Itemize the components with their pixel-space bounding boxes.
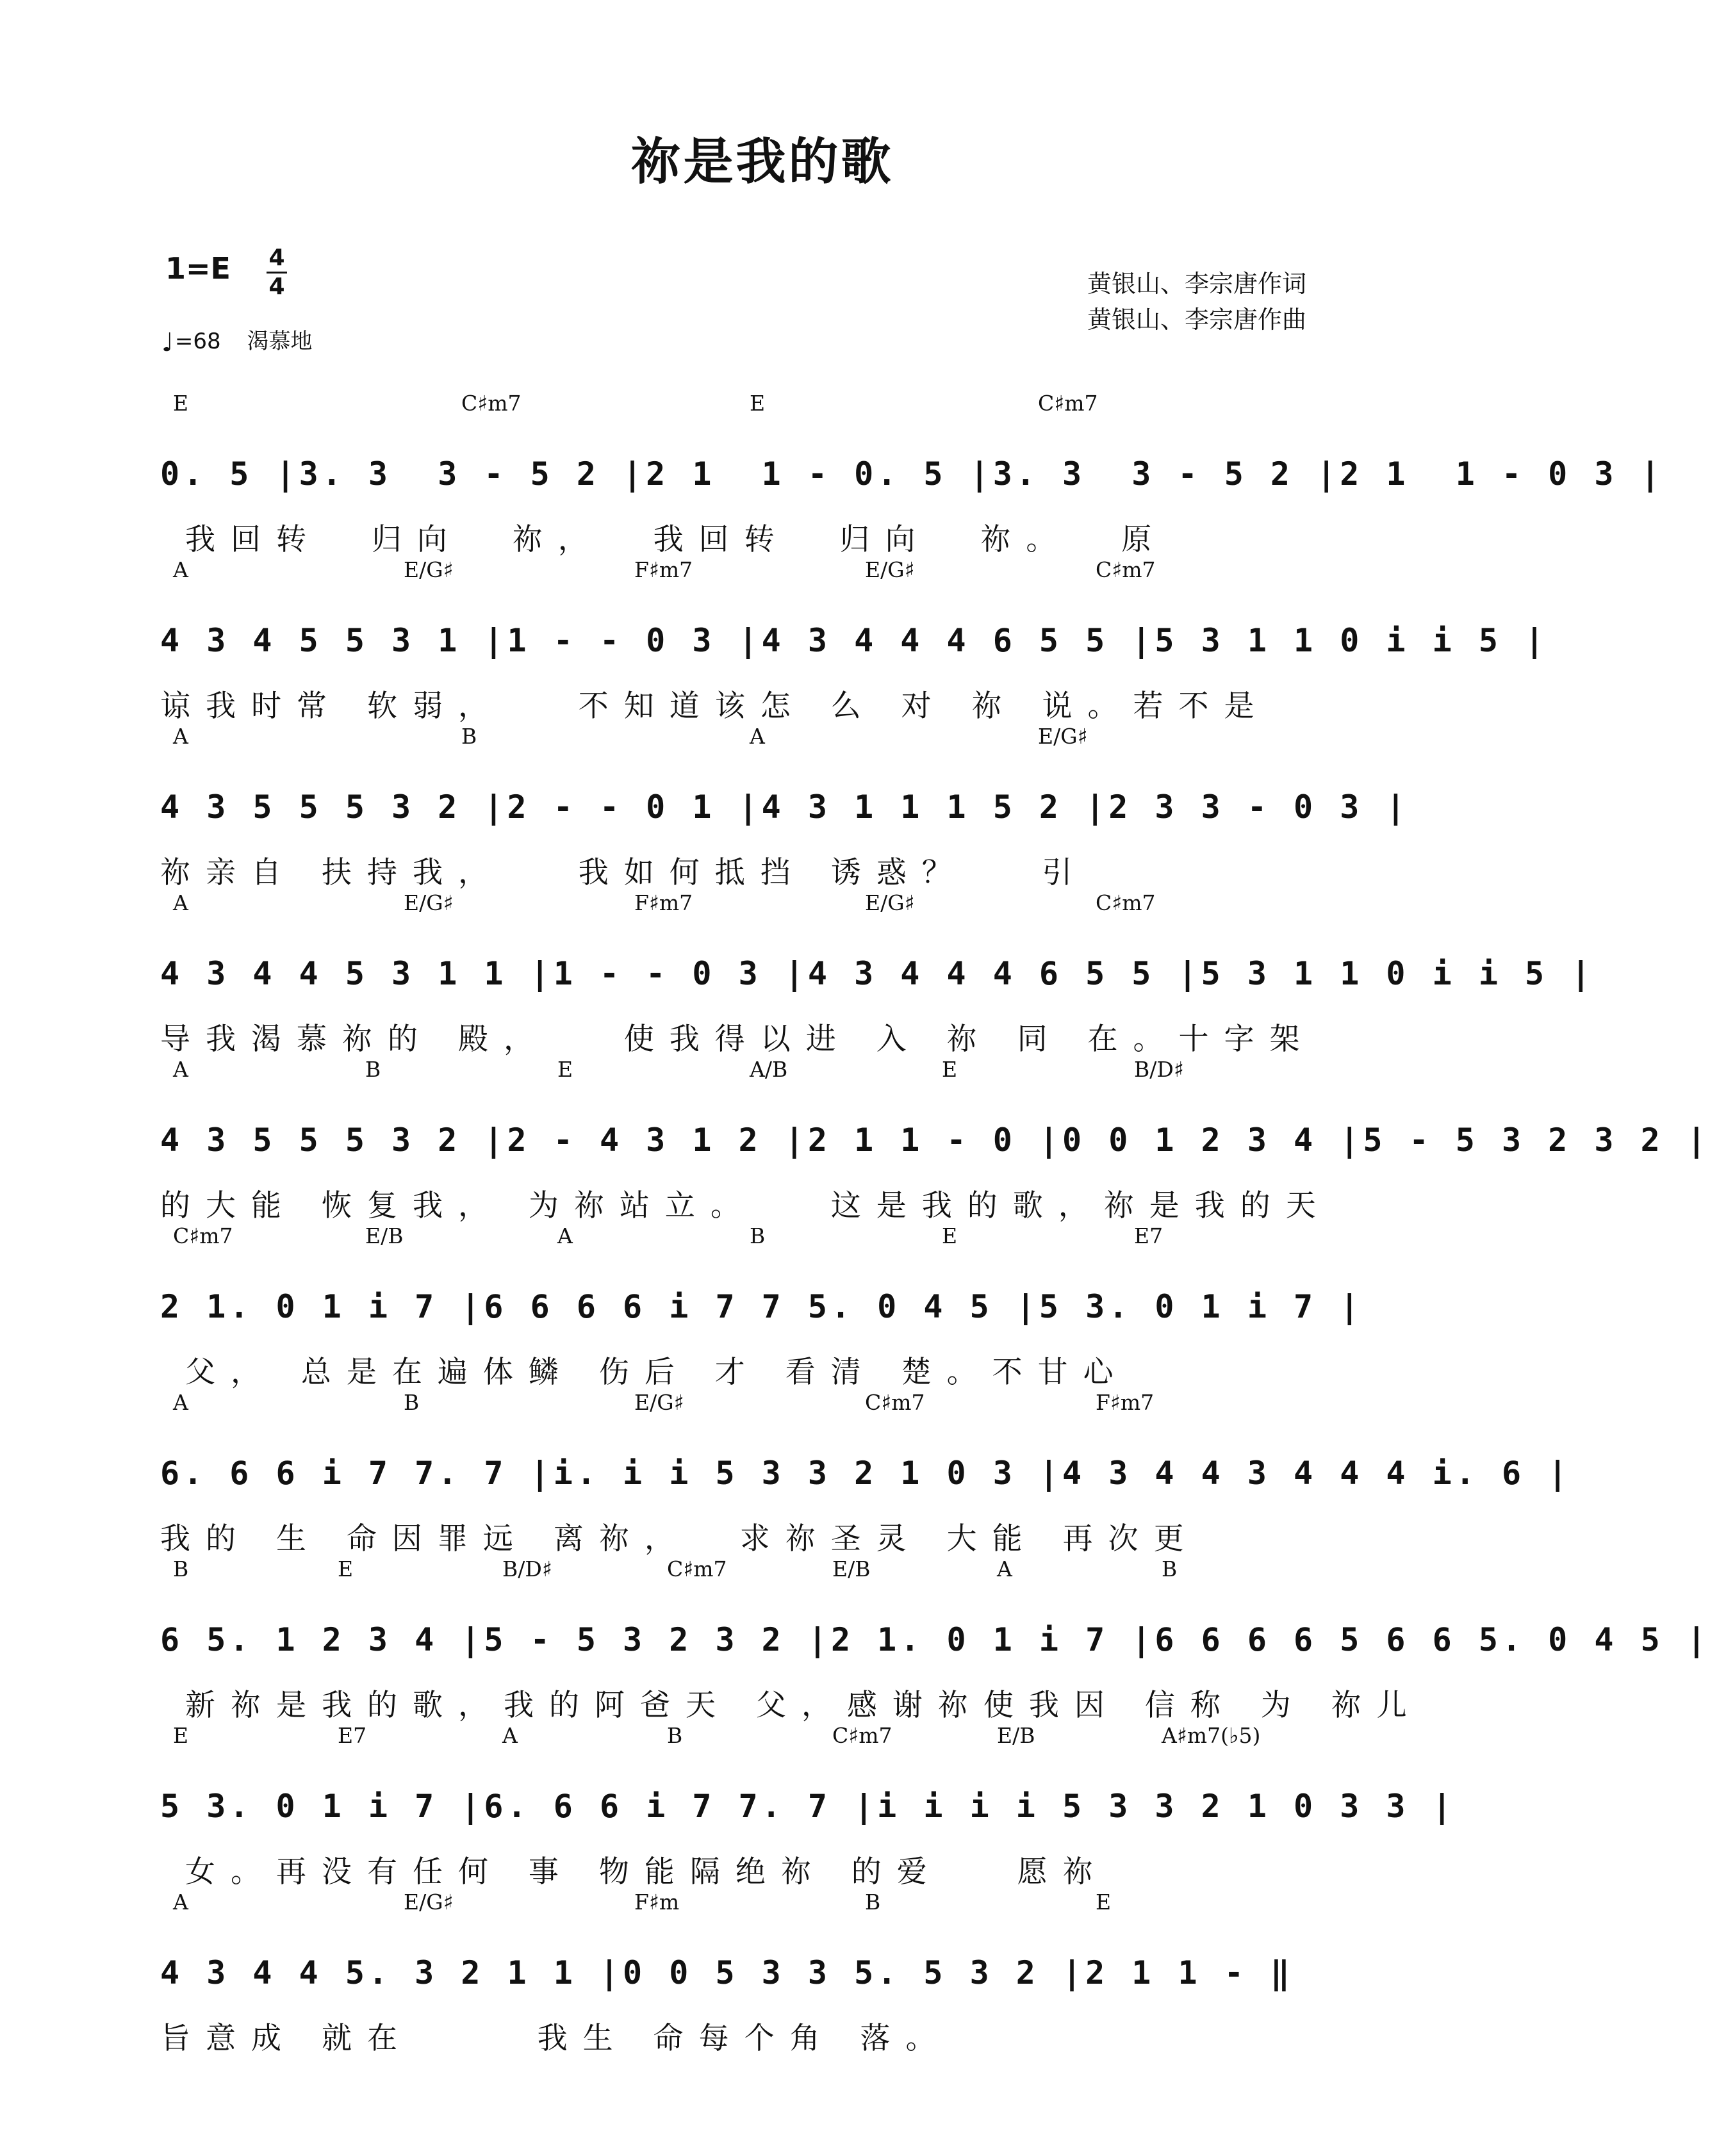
chord-symbol: C♯m7 [1038, 391, 1098, 416]
chord-symbol: B [365, 1057, 381, 1082]
lyric-line: 我回转 归向 祢， 我回转 归向 祢。 原 [160, 522, 1167, 557]
chord-symbol: B [173, 1556, 189, 1581]
chord-line [160, 1390, 1383, 1428]
chord-symbol: A/B [750, 1057, 788, 1082]
chord-symbol: A [750, 724, 765, 749]
chord-symbol: C♯m7 [461, 391, 522, 416]
chord-line [160, 1057, 1383, 1095]
chord-symbol: B [404, 1390, 420, 1415]
chord-symbol: A [557, 1223, 573, 1248]
chord-symbol: E/G♯ [1038, 724, 1088, 749]
chord-symbol: A [502, 1723, 518, 1748]
song-title: 祢是我的歌 [630, 133, 894, 191]
chord-symbol: E/G♯ [865, 890, 915, 915]
lyric-line: 祢亲自 扶持我， 我如何抵挡 诱惑？ 引 [160, 855, 1088, 890]
notation-line: 4 3 4 4 5 3 1 1 |1 - - 0 3 |4 3 4 4 4 6 5 5 |5 3 1 1 0 i i 5 | [160, 955, 1595, 992]
notation-line: 6 5. 1 2 3 4 |5 - 5 3 2 3 2 |2 1. 0 1 i 7 |6 6 6 6 5 6 6 5. 0 4 5 | [160, 1621, 1710, 1658]
notation-line: 6. 6 6 i 7 7. 7 |i. i i 5 3 3 2 1 0 3 |4 3 4 4 3 4 4 4 i. 6 | [160, 1455, 1572, 1492]
chord-line [160, 1556, 1383, 1595]
chord-symbol: C♯m7 [173, 1223, 233, 1248]
chord-symbol: B/D♯ [502, 1556, 552, 1581]
chord-symbol: A [173, 557, 188, 582]
chord-symbol: E [173, 1723, 189, 1748]
chord-symbol: F♯m7 [634, 890, 693, 915]
chord-symbol: E/G♯ [404, 1890, 454, 1915]
chord-symbol: E [942, 1057, 958, 1082]
chord-symbol: A [173, 890, 188, 915]
chord-symbol: A♯m7(♭5) [1162, 1723, 1261, 1748]
tempo-value: =68 [174, 329, 221, 354]
chord-symbol: C♯m7 [1096, 557, 1156, 582]
chord-symbol: E [1096, 1890, 1112, 1915]
composer-credit: 黄银山、李宗唐作曲 [1087, 306, 1307, 334]
chord-symbol: A [173, 1390, 188, 1415]
lyric-line: 我的 生 命因罪远 离祢， 求祢圣灵 大能 再次更 [160, 1521, 1199, 1556]
chord-symbol: A [173, 1057, 188, 1082]
chord-symbol: C♯m7 [667, 1556, 727, 1581]
expression-marking: 渴慕地 [247, 329, 313, 354]
lyric-line: 父， 总是在遍体鳞 伤后 才 看清 楚。不甘心 [160, 1355, 1129, 1390]
chord-line [160, 1723, 1383, 1761]
chord-symbol: C♯m7 [832, 1723, 892, 1748]
chord-symbol: E/B [365, 1223, 404, 1248]
quarter-note-icon: ♩ [161, 328, 174, 357]
chord-symbol: F♯m7 [1096, 1390, 1155, 1415]
notation-line: 2 1. 0 1 i 7 |6 6 6 6 i 7 7 5. 0 4 5 |5 3. 0 1 i 7 | [160, 1288, 1363, 1325]
chord-line [160, 724, 1383, 762]
lyric-line: 女。再没有任何 事 物能隔绝祢 的爱 愿祢 [160, 1854, 1108, 1890]
chord-symbol: E/G♯ [404, 557, 454, 582]
time-signature-bottom: 4 [268, 274, 285, 300]
lyric-line: 谅我时常 软弱， 不知道该怎 么 对 祢 说。若不是 [160, 689, 1270, 724]
tempo-marking [161, 323, 312, 357]
chord-symbol: B [865, 1890, 881, 1915]
chord-symbol: E [557, 1057, 573, 1082]
chord-line [160, 890, 1383, 929]
chord-symbol: E/G♯ [865, 557, 915, 582]
chord-symbol: B [461, 724, 477, 749]
chord-symbol: A [173, 1890, 188, 1915]
chord-symbol: E7 [338, 1723, 367, 1748]
chord-line [160, 1890, 1383, 1928]
chord-symbol: B/D♯ [1134, 1057, 1184, 1082]
notation-line: 4 3 5 5 5 3 2 |2 - 4 3 1 2 |2 1 1 - 0 |0 0 1 2 3 4 |5 - 5 3 2 3 2 | [160, 1122, 1710, 1159]
notation-line: 4 3 4 4 5. 3 2 1 1 |0 0 5 3 3 5. 5 3 2 |2 1 1 - ‖ [160, 1954, 1294, 1991]
chord-line [160, 1223, 1383, 1262]
key-signature: 1=E [165, 251, 231, 286]
lyric-line: 的大能 恢复我， 为祢站立。 这是我的歌，祢是我的天 [160, 1188, 1331, 1223]
lyric-line: 旨意成 就在 我生 命每个角 落。 [160, 2021, 951, 2056]
chord-symbol: E/G♯ [404, 890, 454, 915]
chord-line [160, 557, 1383, 596]
chord-symbol: E [338, 1556, 354, 1581]
chord-symbol: B [750, 1223, 766, 1248]
chord-symbol: E/G♯ [634, 1390, 684, 1415]
chord-symbol: A [173, 724, 188, 749]
chord-symbol: C♯m7 [865, 1390, 925, 1415]
time-signature [264, 245, 290, 300]
lyricist-credit: 黄银山、李宗唐作词 [1087, 270, 1307, 298]
notation-line: 4 3 5 5 5 3 2 |2 - - 0 1 |4 3 1 1 1 5 2 |2 3 3 - 0 3 | [160, 788, 1410, 826]
notation-line: 0. 5 |3. 3 3 - 5 2 |2 1 1 - 0. 5 |3. 3 3 - 5 2 |2 1 1 - 0 3 | [160, 455, 1664, 493]
chord-symbol: B [1162, 1556, 1178, 1581]
chord-symbol: A [997, 1556, 1012, 1581]
chord-symbol: C♯m7 [1096, 890, 1156, 915]
chord-symbol: E [942, 1223, 958, 1248]
notation-line: 4 3 4 5 5 3 1 |1 - - 0 3 |4 3 4 4 4 6 5 5 |5 3 1 1 0 i i 5 | [160, 622, 1549, 659]
chord-symbol: E [750, 391, 766, 416]
chord-symbol: B [667, 1723, 683, 1748]
chord-symbol: E/B [832, 1556, 871, 1581]
notation-line: 5 3. 0 1 i 7 |6. 6 6 i 7 7. 7 |i i i i 5 3 3 2 1 0 3 3 | [160, 1788, 1456, 1825]
lyric-line: 导我渴慕祢的 殿， 使我得以进 入 祢 同 在。十字架 [160, 1022, 1315, 1057]
chord-symbol: E7 [1134, 1223, 1163, 1248]
time-signature-top: 4 [268, 245, 285, 271]
chord-symbol: E [173, 391, 189, 416]
chord-symbol: F♯m [634, 1890, 680, 1915]
chord-line [160, 391, 1383, 429]
chord-symbol: E/B [997, 1723, 1035, 1748]
chord-symbol: F♯m7 [634, 557, 693, 582]
lyric-line: 新祢是我的歌，我的阿爸天 父，感谢祢使我因 信称 为 祢儿 [160, 1688, 1422, 1723]
